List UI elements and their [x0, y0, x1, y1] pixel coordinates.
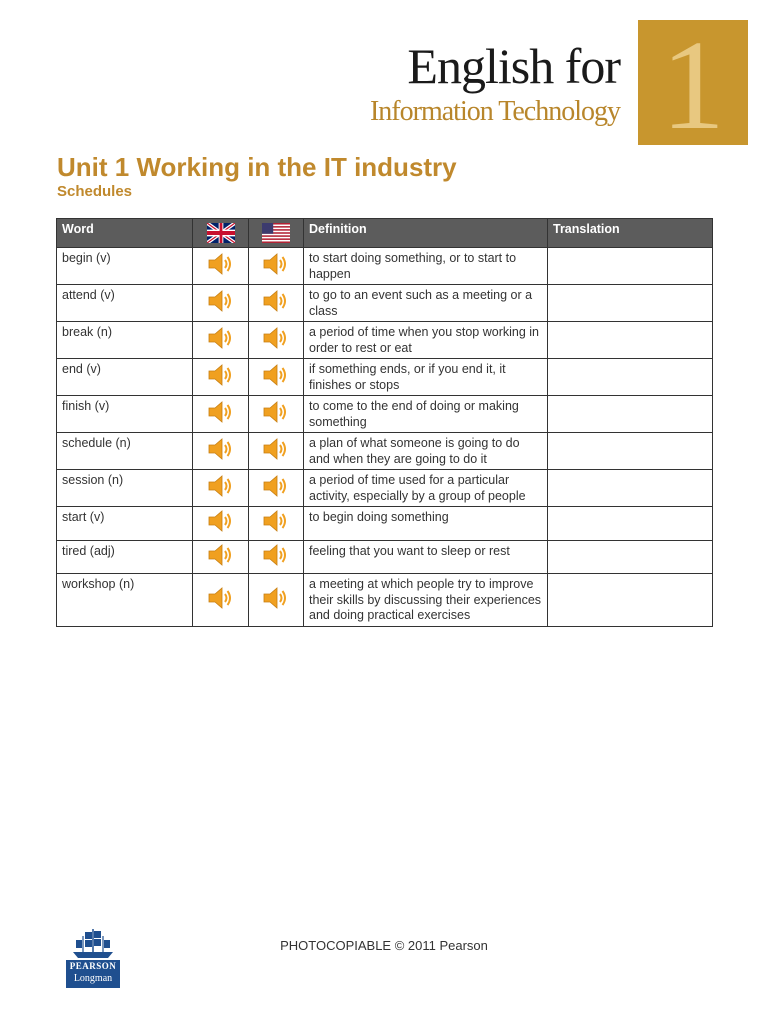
- uk-audio-button[interactable]: [193, 359, 249, 396]
- definition-cell: a period of time when you stop working in order to rest or eat: [304, 322, 548, 359]
- speaker-icon[interactable]: [261, 324, 291, 352]
- word-cell: schedule (n): [57, 433, 193, 470]
- uk-flag-icon: [207, 223, 235, 243]
- page-subtitle: Schedules: [57, 183, 133, 200]
- definition-cell: to begin doing something: [304, 507, 548, 541]
- us-audio-button[interactable]: [249, 359, 304, 396]
- speaker-icon[interactable]: [261, 287, 291, 315]
- uk-audio-button[interactable]: [193, 248, 249, 285]
- word-cell: finish (v): [57, 396, 193, 433]
- us-flag-icon: [262, 223, 290, 243]
- translation-cell[interactable]: [548, 574, 713, 627]
- unit-number: 1: [661, 13, 725, 156]
- table-row: [57, 574, 713, 627]
- definition-cell: a plan of what someone is going to do and when they are going to do it: [304, 433, 548, 470]
- speaker-icon[interactable]: [206, 507, 236, 535]
- logo-text-pearson: PEARSON: [69, 961, 117, 971]
- table-row: [57, 322, 713, 359]
- word-cell: start (v): [57, 507, 193, 541]
- table-row: [57, 285, 713, 322]
- uk-audio-button[interactable]: [193, 433, 249, 470]
- us-audio-button[interactable]: [249, 396, 304, 433]
- speaker-icon[interactable]: [261, 507, 291, 535]
- translation-cell[interactable]: [548, 285, 713, 322]
- speaker-icon[interactable]: [206, 541, 236, 569]
- word-cell: session (n): [57, 470, 193, 507]
- brand-title: [370, 38, 620, 128]
- logo-text-longman: Longman: [73, 973, 113, 984]
- translation-cell[interactable]: [548, 540, 713, 574]
- footer-copyright: PHOTOCOPIABLE © 2011 Pearson: [280, 938, 488, 953]
- brand-line1: English for: [407, 38, 620, 94]
- speaker-icon[interactable]: [261, 541, 291, 569]
- definition-cell: a meeting at which people try to improve their skills by discussing their experiences and doing practical exercises: [304, 574, 548, 627]
- speaker-icon[interactable]: [261, 435, 291, 463]
- table-row: [57, 359, 713, 396]
- translation-cell[interactable]: [548, 507, 713, 541]
- brand-line2: Information Technology: [369, 96, 620, 127]
- table-row: [57, 507, 713, 541]
- uk-audio-button[interactable]: [193, 507, 249, 541]
- uk-audio-button[interactable]: [193, 396, 249, 433]
- speaker-icon[interactable]: [261, 584, 291, 612]
- translation-cell[interactable]: [548, 322, 713, 359]
- table-row: [57, 396, 713, 433]
- uk-audio-button[interactable]: [193, 574, 249, 627]
- definition-cell: a period of time used for a particular activity, especially by a group of people: [304, 470, 548, 507]
- us-audio-button[interactable]: [249, 322, 304, 359]
- us-audio-button[interactable]: [249, 470, 304, 507]
- us-audio-button[interactable]: [249, 540, 304, 574]
- translation-cell[interactable]: [548, 359, 713, 396]
- speaker-icon[interactable]: [206, 287, 236, 315]
- speaker-icon[interactable]: [206, 398, 236, 426]
- definition-cell: to start doing something, or to start to happen: [304, 248, 548, 285]
- word-cell: end (v): [57, 359, 193, 396]
- unit-number-box: [638, 13, 748, 156]
- us-audio-button[interactable]: [249, 574, 304, 627]
- translation-cell[interactable]: [548, 433, 713, 470]
- table-row: [57, 433, 713, 470]
- us-audio-button[interactable]: [249, 507, 304, 541]
- header-uk: [193, 219, 249, 248]
- table-header-row: [57, 219, 713, 248]
- speaker-icon[interactable]: [261, 361, 291, 389]
- table-row: [57, 470, 713, 507]
- table-row: [57, 540, 713, 574]
- definition-cell: to come to the end of doing or making something: [304, 396, 548, 433]
- speaker-icon[interactable]: [206, 472, 236, 500]
- header-word: Word: [57, 219, 193, 248]
- uk-audio-button[interactable]: [193, 470, 249, 507]
- header-translation: Translation: [548, 219, 713, 248]
- table-row: [57, 248, 713, 285]
- word-cell: tired (adj): [57, 540, 193, 574]
- us-audio-button[interactable]: [249, 248, 304, 285]
- uk-audio-button[interactable]: [193, 540, 249, 574]
- definition-cell: to go to an event such as a meeting or a class: [304, 285, 548, 322]
- word-cell: attend (v): [57, 285, 193, 322]
- speaker-icon[interactable]: [261, 250, 291, 278]
- speaker-icon[interactable]: [261, 472, 291, 500]
- header-us: [249, 219, 304, 248]
- vocabulary-table: [56, 218, 713, 627]
- speaker-icon[interactable]: [206, 435, 236, 463]
- speaker-icon[interactable]: [261, 398, 291, 426]
- definition-cell: feeling that you want to sleep or rest: [304, 540, 548, 574]
- speaker-icon[interactable]: [206, 361, 236, 389]
- uk-audio-button[interactable]: [193, 322, 249, 359]
- uk-audio-button[interactable]: [193, 285, 249, 322]
- word-cell: workshop (n): [57, 574, 193, 627]
- speaker-icon[interactable]: [206, 250, 236, 278]
- translation-cell[interactable]: [548, 396, 713, 433]
- page-title: Unit 1 Working in the IT industry: [57, 152, 457, 182]
- translation-cell[interactable]: [548, 470, 713, 507]
- word-cell: break (n): [57, 322, 193, 359]
- speaker-icon[interactable]: [206, 324, 236, 352]
- definition-cell: if something ends, or if you end it, it finishes or stops: [304, 359, 548, 396]
- us-audio-button[interactable]: [249, 433, 304, 470]
- word-cell: begin (v): [57, 248, 193, 285]
- us-audio-button[interactable]: [249, 285, 304, 322]
- translation-cell[interactable]: [548, 248, 713, 285]
- header-definition: Definition: [304, 219, 548, 248]
- speaker-icon[interactable]: [206, 584, 236, 612]
